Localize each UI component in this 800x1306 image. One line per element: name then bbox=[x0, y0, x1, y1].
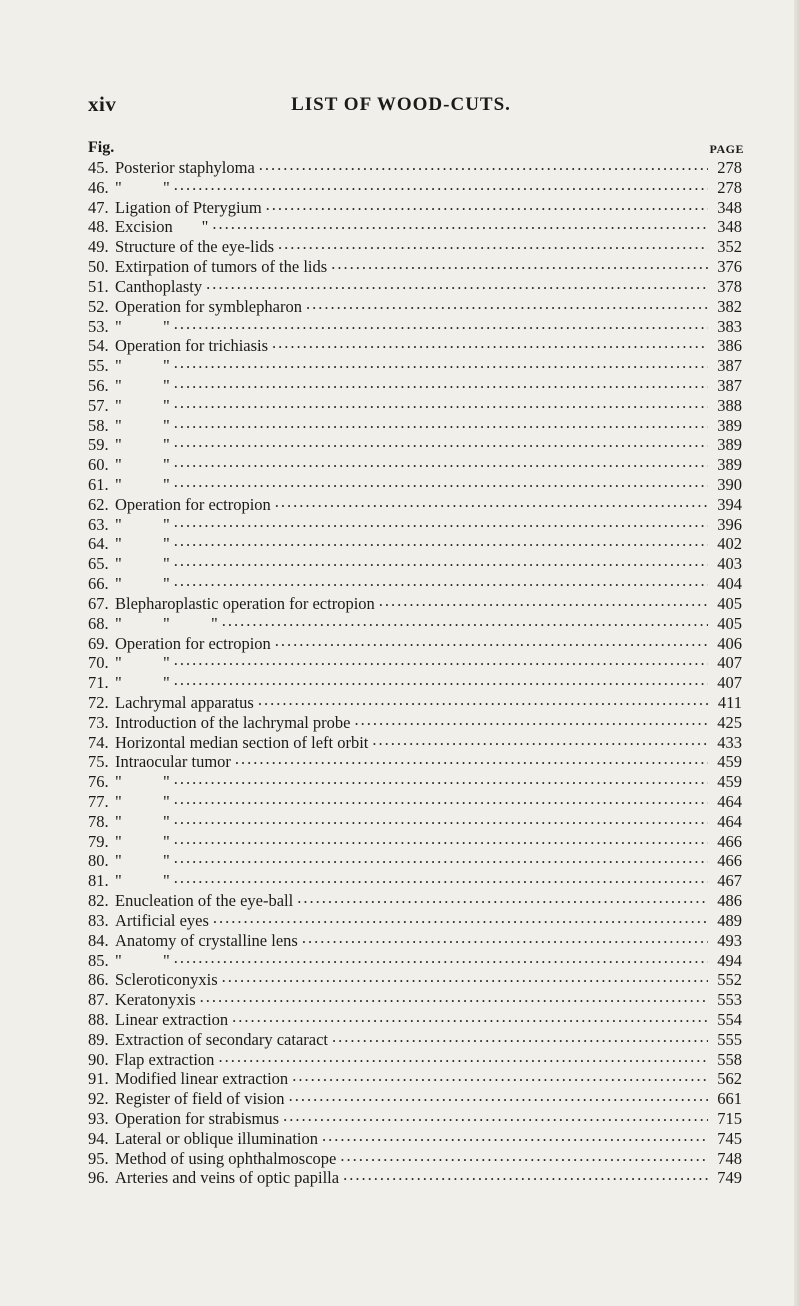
figure-title: " " bbox=[115, 475, 170, 494]
dot-leader bbox=[379, 591, 708, 611]
dot-leader bbox=[174, 948, 708, 968]
figure-title: Ligation of Pterygium bbox=[115, 197, 262, 217]
dot-leader bbox=[275, 631, 708, 651]
dot-leader bbox=[174, 868, 708, 888]
figure-number: 62. bbox=[88, 494, 109, 514]
figure-title: Operation for ectropion bbox=[115, 633, 271, 653]
figure-title: " " bbox=[115, 851, 170, 871]
figure-number: 72. bbox=[88, 692, 109, 712]
page-reference: 382 bbox=[717, 296, 742, 316]
figure-number: 45. bbox=[88, 158, 109, 177]
figure-number: 73. bbox=[88, 712, 109, 732]
figure-number: 53. bbox=[88, 316, 109, 336]
figure-number: 95. bbox=[88, 1148, 109, 1168]
figure-title: Blepharoplastic operation for ectropion bbox=[115, 593, 375, 613]
dot-leader bbox=[232, 1007, 708, 1027]
figure-title: " " bbox=[115, 316, 170, 336]
figure-number: 90. bbox=[88, 1049, 109, 1069]
figure-number: 86. bbox=[88, 970, 109, 990]
page-reference: 562 bbox=[717, 1069, 742, 1089]
dot-leader bbox=[174, 531, 708, 551]
figure-number: 54. bbox=[88, 336, 109, 356]
figure-number: 81. bbox=[88, 871, 109, 891]
dot-leader bbox=[174, 848, 708, 868]
dot-leader bbox=[174, 769, 708, 789]
dot-leader bbox=[174, 571, 708, 591]
dot-leader bbox=[174, 353, 708, 373]
page-reference: 390 bbox=[717, 475, 742, 494]
figure-number: 89. bbox=[88, 1029, 109, 1049]
figure-number: 82. bbox=[88, 891, 109, 911]
figure-number: 66. bbox=[88, 574, 109, 594]
page-reference: 552 bbox=[717, 970, 742, 990]
figure-number: 65. bbox=[88, 554, 109, 574]
figure-number: 80. bbox=[88, 851, 109, 871]
figure-title: Keratonyxis bbox=[115, 990, 196, 1010]
figure-title: " " bbox=[115, 435, 170, 455]
figure-number: 96. bbox=[88, 1168, 109, 1188]
page-reference: 555 bbox=[717, 1029, 742, 1049]
figure-number: 55. bbox=[88, 356, 109, 376]
page-reference: 403 bbox=[717, 554, 742, 574]
page-reference: 404 bbox=[717, 574, 742, 594]
figure-number: 51. bbox=[88, 276, 109, 296]
page-reference: 394 bbox=[717, 494, 742, 514]
figure-title: Artificial eyes bbox=[115, 910, 209, 930]
figure-number: 57. bbox=[88, 395, 109, 415]
figure-title: Flap extraction bbox=[115, 1049, 215, 1069]
page-reference: 748 bbox=[717, 1148, 742, 1168]
figure-number: 71. bbox=[88, 673, 109, 693]
page-header bbox=[88, 92, 714, 122]
figure-number: 47. bbox=[88, 197, 109, 217]
dot-leader bbox=[235, 749, 708, 769]
figure-number: 67. bbox=[88, 593, 109, 613]
figure-title: Intraocular tumor bbox=[115, 752, 231, 772]
dot-leader bbox=[174, 432, 708, 452]
figure-title: " " bbox=[115, 514, 170, 534]
figure-title: Extirpation of tumors of the lids bbox=[115, 257, 328, 277]
figure-number: 76. bbox=[88, 772, 109, 792]
page-column-header: PAGE bbox=[709, 142, 744, 156]
page-reference: 493 bbox=[717, 930, 742, 950]
figure-number: 61. bbox=[88, 475, 109, 494]
dot-leader bbox=[322, 1126, 708, 1146]
page-reference: 406 bbox=[717, 633, 742, 653]
figure-number: 78. bbox=[88, 811, 109, 831]
figure-number: 83. bbox=[88, 910, 109, 930]
figure-title: " " bbox=[115, 653, 170, 673]
figure-title: Extraction of secondary cataract bbox=[115, 1029, 329, 1049]
figure-title: Operation for trichiasis bbox=[115, 336, 269, 356]
page-reference: 348 bbox=[717, 197, 742, 217]
page-reference: 378 bbox=[717, 276, 742, 296]
figure-number: 84. bbox=[88, 930, 109, 950]
page-reference: 387 bbox=[717, 356, 742, 376]
page-reference: 352 bbox=[717, 237, 742, 257]
page-reference: 387 bbox=[717, 375, 742, 395]
figure-title: Lachrymal apparatus bbox=[115, 692, 254, 712]
figure-title: Structure of the eye-lids bbox=[115, 237, 274, 257]
page-reference: 402 bbox=[717, 534, 742, 554]
figure-title: " " bbox=[115, 415, 170, 435]
woodcut-list bbox=[88, 158, 742, 1188]
page-reference: 489 bbox=[717, 910, 742, 930]
page-reference: 407 bbox=[717, 653, 742, 673]
page-reference: 459 bbox=[717, 772, 742, 792]
figure-title: Enucleation of the eye-ball bbox=[115, 891, 294, 911]
list-item bbox=[88, 1168, 742, 1188]
dot-leader bbox=[222, 967, 708, 987]
page-reference: 405 bbox=[717, 613, 742, 633]
figure-number: 59. bbox=[88, 435, 109, 455]
dot-leader bbox=[275, 492, 708, 512]
figure-number: 87. bbox=[88, 990, 109, 1010]
page-reference: 278 bbox=[717, 177, 742, 197]
figure-title: " " bbox=[115, 574, 170, 594]
dot-leader bbox=[332, 1027, 708, 1047]
dot-leader bbox=[292, 1066, 708, 1086]
page-reference: 553 bbox=[717, 990, 742, 1010]
figure-title: " " bbox=[115, 772, 170, 792]
page-reference: 459 bbox=[717, 752, 742, 772]
dot-leader bbox=[174, 650, 708, 670]
dot-leader bbox=[174, 314, 708, 334]
page-reference: 388 bbox=[717, 395, 742, 415]
page-reference: 749 bbox=[717, 1168, 742, 1188]
dot-leader bbox=[289, 1086, 708, 1106]
dot-leader bbox=[302, 928, 708, 948]
dot-leader bbox=[297, 888, 708, 908]
figure-number: 52. bbox=[88, 296, 109, 316]
dot-leader bbox=[355, 710, 708, 730]
figure-number: 93. bbox=[88, 1109, 109, 1128]
page-reference: 389 bbox=[717, 435, 742, 455]
page-reference: 407 bbox=[717, 673, 742, 693]
figure-title: Horizontal median section of left orbit bbox=[115, 732, 369, 752]
figure-number: 85. bbox=[88, 950, 109, 970]
figure-number: 68. bbox=[88, 613, 109, 633]
dot-leader bbox=[306, 294, 708, 314]
figure-number: 94. bbox=[88, 1128, 109, 1148]
dot-leader bbox=[174, 373, 708, 393]
figure-title: " " bbox=[115, 534, 170, 554]
figure-number: 91. bbox=[88, 1069, 109, 1089]
figure-title: Method of using ophthalmoscope bbox=[115, 1148, 337, 1168]
figure-title: " " bbox=[115, 554, 170, 574]
dot-leader bbox=[340, 1146, 708, 1166]
dot-leader bbox=[331, 254, 708, 274]
figure-number: 58. bbox=[88, 415, 109, 435]
figure-title: " " bbox=[115, 792, 170, 811]
figure-title: " " bbox=[115, 871, 170, 891]
dot-leader bbox=[174, 175, 708, 195]
dot-leader bbox=[174, 452, 708, 472]
figure-number: 92. bbox=[88, 1089, 109, 1109]
page-reference: 411 bbox=[717, 692, 742, 712]
dot-leader bbox=[266, 195, 708, 215]
dot-leader bbox=[372, 730, 708, 750]
running-title: LIST OF WOOD-CUTS. bbox=[291, 94, 511, 115]
page-edge-shadow bbox=[794, 0, 800, 1306]
page-reference: 558 bbox=[717, 1049, 742, 1069]
page-reference: 348 bbox=[717, 217, 742, 237]
figure-title: Posterior staphyloma bbox=[115, 158, 255, 177]
dot-leader bbox=[259, 155, 708, 175]
figure-number: 48. bbox=[88, 217, 109, 237]
dot-leader bbox=[258, 690, 708, 710]
fig-column-header: Fig. bbox=[88, 139, 115, 156]
page-reference: 433 bbox=[717, 732, 742, 752]
figure-number: 75. bbox=[88, 752, 109, 772]
figure-number: 49. bbox=[88, 237, 109, 257]
figure-title: " " " bbox=[115, 613, 218, 633]
dot-leader bbox=[283, 1106, 708, 1126]
figure-title: " " bbox=[115, 455, 170, 475]
figure-title: Introduction of the lachrymal probe bbox=[115, 712, 351, 732]
page-reference: 467 bbox=[717, 871, 742, 891]
dot-leader bbox=[272, 333, 708, 353]
page-reference: 486 bbox=[717, 891, 742, 911]
dot-leader bbox=[174, 472, 708, 492]
dot-leader bbox=[213, 908, 708, 928]
figure-title: " " bbox=[115, 375, 170, 395]
figure-number: 50. bbox=[88, 257, 109, 277]
figure-title: Operation for ectropion bbox=[115, 494, 271, 514]
page-reference: 389 bbox=[717, 415, 742, 435]
page-reference: 466 bbox=[717, 831, 742, 851]
dot-leader bbox=[343, 1165, 708, 1185]
dot-leader bbox=[174, 413, 708, 433]
page-reference: 425 bbox=[717, 712, 742, 732]
figure-title: " " bbox=[115, 673, 170, 693]
figure-number: 77. bbox=[88, 792, 109, 811]
dot-leader bbox=[174, 551, 708, 571]
dot-leader bbox=[174, 789, 708, 809]
figure-title: Linear extraction bbox=[115, 1009, 229, 1029]
dot-leader bbox=[174, 670, 708, 690]
page-reference: 715 bbox=[717, 1109, 742, 1128]
dot-leader bbox=[218, 1047, 708, 1067]
figure-number: 63. bbox=[88, 514, 109, 534]
figure-number: 69. bbox=[88, 633, 109, 653]
figure-title: Anatomy of crystalline lens bbox=[115, 930, 298, 950]
page-reference: 386 bbox=[717, 336, 742, 356]
figure-number: 56. bbox=[88, 375, 109, 395]
page-reference: 554 bbox=[717, 1009, 742, 1029]
figure-number: 64. bbox=[88, 534, 109, 554]
figure-title: Lateral or oblique illumination bbox=[115, 1128, 318, 1148]
dot-leader bbox=[174, 512, 708, 532]
page-reference: 376 bbox=[717, 257, 742, 277]
figure-title: " " bbox=[115, 950, 170, 970]
page-reference: 396 bbox=[717, 514, 742, 534]
dot-leader bbox=[174, 809, 708, 829]
figure-title: " " bbox=[115, 177, 170, 197]
dot-leader bbox=[222, 611, 708, 631]
dot-leader bbox=[174, 393, 708, 413]
page-reference: 405 bbox=[717, 593, 742, 613]
figure-title: " " bbox=[115, 356, 170, 376]
figure-title: Operation for strabismus bbox=[115, 1109, 280, 1128]
dot-leader bbox=[206, 274, 708, 294]
figure-title: " " bbox=[115, 811, 170, 831]
figure-title: Excision " bbox=[115, 217, 209, 237]
figure-title: Register of field of vision bbox=[115, 1089, 285, 1109]
page-reference: 464 bbox=[717, 792, 742, 811]
dot-leader bbox=[212, 214, 708, 234]
figure-title: Modified linear extraction bbox=[115, 1069, 289, 1089]
page-reference: 494 bbox=[717, 950, 742, 970]
figure-title: Canthoplasty bbox=[115, 276, 203, 296]
figure-title: Operation for symblepharon bbox=[115, 296, 302, 316]
page-reference: 278 bbox=[717, 158, 742, 177]
figure-number: 46. bbox=[88, 177, 109, 197]
figure-number: 74. bbox=[88, 732, 109, 752]
dot-leader bbox=[174, 829, 708, 849]
figure-number: 79. bbox=[88, 831, 109, 851]
page-reference: 661 bbox=[717, 1089, 742, 1109]
page-reference: 745 bbox=[717, 1128, 742, 1148]
figure-title: Arteries and veins of optic papilla bbox=[115, 1168, 340, 1188]
figure-number: 70. bbox=[88, 653, 109, 673]
page-reference: 383 bbox=[717, 316, 742, 336]
dot-leader bbox=[278, 234, 708, 254]
figure-number: 60. bbox=[88, 455, 109, 475]
figure-number: 88. bbox=[88, 1009, 109, 1029]
figure-title: " " bbox=[115, 831, 170, 851]
dot-leader bbox=[200, 987, 708, 1007]
page-reference: 389 bbox=[717, 455, 742, 475]
figure-title: " " bbox=[115, 395, 170, 415]
page-reference: 466 bbox=[717, 851, 742, 871]
figure-title: Scleroticonyxis bbox=[115, 970, 218, 990]
page-number: xiv bbox=[88, 92, 117, 116]
page-reference: 464 bbox=[717, 811, 742, 831]
